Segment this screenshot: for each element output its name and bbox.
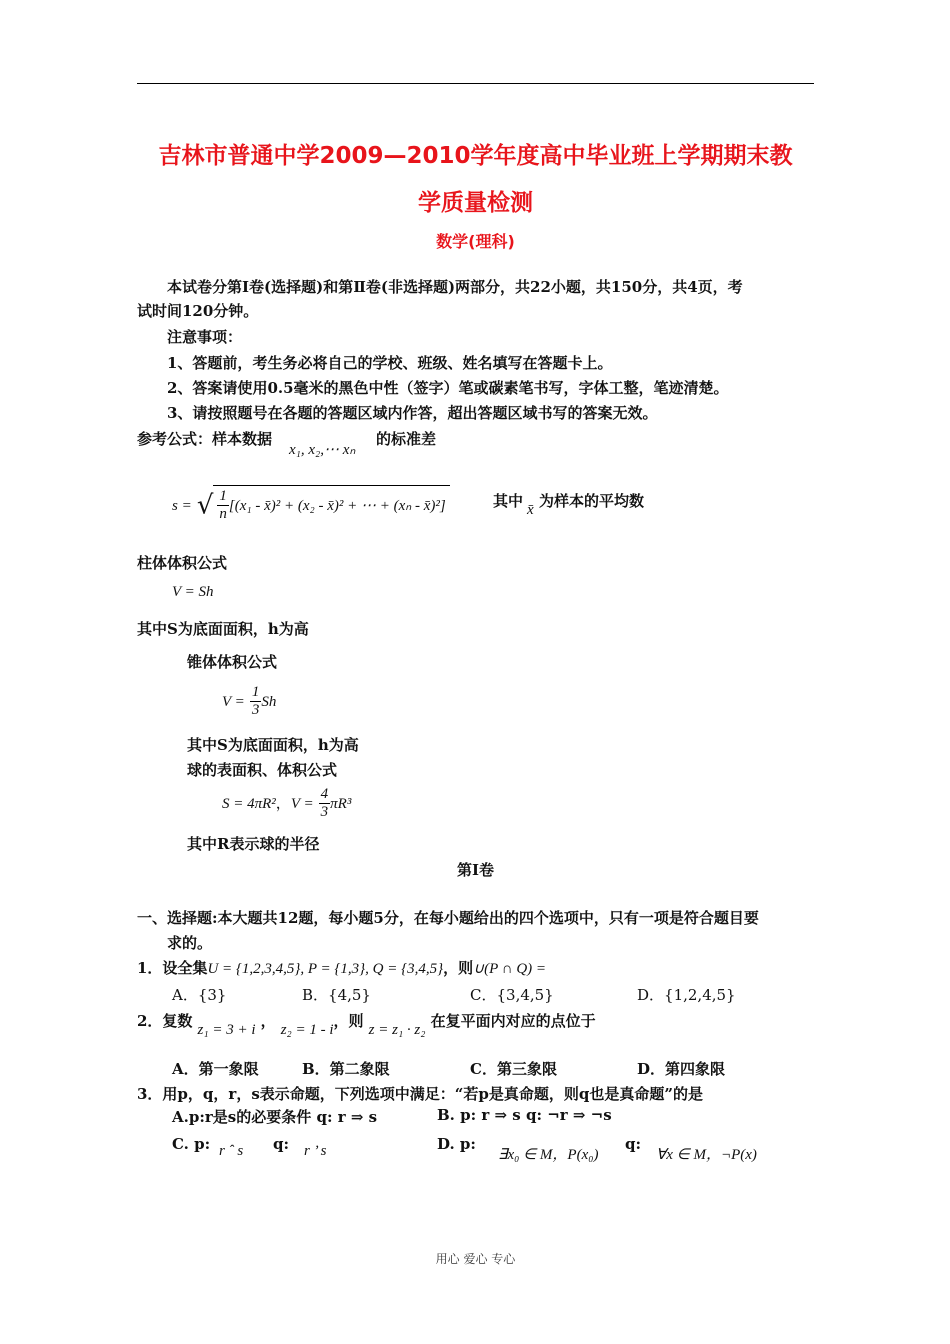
note-item: 1、答题前，考生务必将自己的学校、班级、姓名填写在答题卡上。: [167, 354, 613, 372]
ref-stddev-suffix: 的标准差: [376, 430, 437, 448]
q2-comma: ，: [260, 1012, 276, 1030]
q2-mid: ，则: [333, 1012, 364, 1030]
stddev-formula: [172, 485, 450, 523]
frac-denominator: 3: [320, 804, 329, 820]
sphere-sep: ，: [275, 794, 291, 812]
q1-stem-pre: 1．设全集: [137, 959, 208, 977]
sphere-area: S = 4πR²: [222, 796, 276, 812]
q1-option-d: D．{1,2,4,5}: [637, 986, 736, 1004]
q2-stem-pre: 2．复数: [137, 1012, 193, 1030]
exam-subtitle: 数学(理科): [436, 232, 515, 251]
q1-option-a: A．{3}: [172, 986, 227, 1004]
q2-post: 在复平面内对应的点位于: [430, 1012, 596, 1030]
cone-note: 其中S为底面面积，h为高: [187, 736, 359, 754]
q3-option-a: A.p:r是s的必要条件 q: r ⇒ s: [172, 1108, 378, 1126]
part1-title: 第Ⅰ卷: [456, 861, 495, 879]
note-item: 2、答案请使用0.5毫米的黑色中性（签字）笔或碳素笔书写，字体工整，笔迹清楚。: [167, 379, 729, 397]
q2-z: z = z₁ · z₂: [368, 1022, 426, 1038]
q3-option-b: B. p: r ⇒ s q: ¬r ⇒ ¬s: [437, 1106, 612, 1124]
q3-option-d-label: D. p:: [437, 1135, 476, 1153]
q2-option-d: D．第四象限: [637, 1060, 726, 1078]
exam-title-line1: 吉林市普通中学2009—2010学年度高中毕业班上学期期末教: [158, 143, 793, 169]
cone-formula: [222, 684, 276, 719]
q1-option-b: B．{4,5}: [302, 986, 371, 1004]
notes-heading: 注意事项：: [167, 328, 243, 346]
ref-formula-label: 参考公式：样本数据: [137, 430, 273, 448]
note-item: 3、请按照题号在各题的答题区域内作答，超出答题区域书写的答案无效。: [167, 404, 658, 422]
intro-line2: 试时间120分钟。: [137, 302, 259, 320]
stddev-note-post: 为样本的平均数: [539, 492, 645, 510]
prism-formula: V = Sh: [172, 584, 214, 600]
exam-title-line2: 学质量检测: [418, 190, 533, 216]
q3-option-c-label: C. p:: [172, 1135, 211, 1153]
stddev-note-pre: 其中: [493, 492, 524, 510]
q3-option-d-q-label: q:: [625, 1135, 642, 1153]
question-2-stem: [137, 1010, 596, 1038]
frac-numerator: 1: [219, 488, 227, 504]
sphere-heading: 球的表面积、体积公式: [187, 761, 338, 779]
sphere-vol-rhs: πR³: [330, 796, 352, 812]
page-footer: 用心 爱心 专心: [435, 1252, 516, 1266]
sphere-fraction: [319, 786, 331, 821]
sphere-vol-lhs: V =: [290, 796, 314, 812]
stddev-body: [(x₁ - x̄)² + (x₂ - x̄)² + ⋯ + (xₙ - x̄)²]: [228, 498, 446, 514]
q1-stem-end: ∪(P ∩ Q) =: [473, 961, 547, 977]
ref-sample-vars: x₁, x₂,⋯ xₙ: [289, 442, 356, 458]
section1-line1: 一、选择题:本大题共12题，每小题5分，在每小题给出的四个选项中，只有一项是符合题目要: [137, 909, 759, 927]
cone-lhs: V =: [222, 694, 245, 710]
q2-option-c: C．第三象限: [470, 1060, 557, 1078]
q3-option-c-q: r ’ s: [304, 1143, 327, 1159]
prism-heading: 柱体体积公式: [137, 554, 228, 572]
q3-option-d-p: ∃x₀ ∈ M，P(x₀): [498, 1147, 599, 1163]
stddev-note-var: x̄: [527, 502, 534, 518]
sqrt-radicand: [213, 485, 449, 523]
q2-option-b: B．第二象限: [302, 1060, 390, 1078]
frac-numerator: 1: [251, 684, 260, 700]
frac-denominator: n: [219, 506, 227, 522]
question-1-stem: [137, 957, 546, 978]
stddev-lhs: s =: [172, 498, 192, 514]
sphere-formula: [222, 786, 351, 821]
q3-option-c-q-label: q:: [273, 1135, 290, 1153]
stddev-fraction: [217, 488, 229, 523]
section1-line2: 求的。: [167, 934, 213, 952]
q3-option-c-p: r ˆ s: [219, 1143, 244, 1159]
cone-fraction: [250, 684, 262, 719]
prism-note: 其中S为底面面积，h为高: [137, 620, 309, 638]
q2-option-a: A．第一象限: [172, 1060, 259, 1078]
frac-denominator: 3: [251, 702, 260, 718]
q2-z2: z₂ = 1 - i: [280, 1022, 334, 1038]
q1-stem-math: U = {1,2,3,4,5}, P = {1,3}, Q = {3,4,5}: [207, 961, 444, 977]
intro-line1: 本试卷分第Ⅰ卷(选择题)和第Ⅱ卷(非选择题)两部分，共22小题，共150分，共4页，考: [167, 278, 743, 296]
q2-z1: z₁ = 3 + i: [197, 1022, 256, 1038]
q1-stem-post: ，则: [443, 959, 474, 977]
q3-option-d-q: ∀x ∈ M，¬P(x): [656, 1147, 757, 1163]
frac-numerator: 4: [320, 786, 329, 802]
header-rule: [137, 83, 814, 84]
sphere-note: 其中R表示球的半径: [187, 835, 320, 853]
question-3-stem: 3．用p，q，r，s表示命题，下列选项中满足：“若p是真命题，则q也是真命题”的是: [137, 1085, 703, 1103]
sqrt-icon: √: [196, 490, 214, 521]
cone-heading: 锥体体积公式: [187, 653, 278, 671]
cone-rhs: Sh: [261, 694, 277, 710]
q1-option-c: C．{3,4,5}: [470, 986, 554, 1004]
